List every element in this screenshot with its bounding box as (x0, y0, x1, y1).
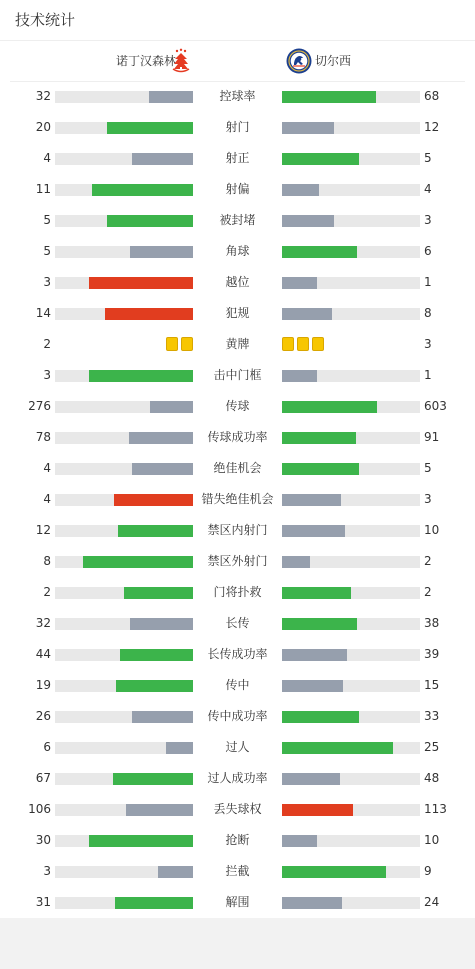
home-stat-value: 32 (35, 89, 51, 103)
stat-label: 绝佳机会 (213, 461, 262, 475)
nottingham-forest-crest-icon (172, 48, 190, 74)
away-stat-bar-fill (282, 556, 310, 568)
away-stat-value: 24 (424, 895, 440, 909)
stat-row (0, 826, 475, 857)
away-stat-bar-fill (282, 246, 357, 258)
away-stat-bar-track (282, 587, 420, 599)
home-stat-bar-fill (114, 494, 193, 506)
yellow-card-icon (282, 337, 294, 351)
away-stat-bar-fill (282, 184, 319, 196)
home-stat-bar-fill (105, 308, 193, 320)
home-stat-value: 78 (35, 430, 51, 444)
page-title: 技术统计 (15, 11, 76, 29)
home-stat-value: 19 (35, 678, 51, 692)
away-stat-bar-fill (282, 618, 357, 630)
home-stat-bar-track (55, 835, 193, 847)
away-stat-bar-track (282, 277, 420, 289)
home-stat-bar-fill (130, 246, 193, 258)
away-stat-bar-track (282, 804, 420, 816)
away-stat-bar-fill (282, 897, 342, 909)
away-stat-bar-track (282, 897, 420, 909)
stat-row (0, 454, 475, 485)
home-stat-value: 5 (43, 213, 51, 227)
home-stat-bar-fill (126, 804, 193, 816)
stat-label: 过人 (225, 740, 250, 754)
home-stat-value: 31 (35, 895, 51, 909)
away-stat-bar-track (282, 649, 420, 661)
home-stat-value: 14 (35, 306, 51, 320)
yellow-card-icon (297, 337, 309, 351)
away-stat-bar-track (282, 773, 420, 785)
stat-row (0, 578, 475, 609)
away-stat-value: 603 (424, 399, 447, 413)
home-stat-bar-fill (115, 897, 193, 909)
home-stat-value: 67 (35, 771, 51, 785)
home-stat-bar-track (55, 308, 193, 320)
away-stat-bar-track (282, 494, 420, 506)
stat-row (0, 516, 475, 547)
home-stat-bar-track (55, 215, 193, 227)
away-stat-bar-fill (282, 432, 356, 444)
stat-label: 犯规 (225, 306, 250, 320)
away-stat-bar-track (282, 122, 420, 134)
header (0, 0, 475, 41)
away-stat-value: 3 (424, 337, 432, 351)
home-stat-bar-track (55, 246, 193, 258)
home-stat-bar-fill (107, 122, 193, 134)
stats-list (0, 82, 475, 919)
stat-label: 击中门框 (213, 368, 262, 382)
home-stat-bar-fill (166, 742, 193, 754)
yellow-card-icon (181, 337, 193, 351)
home-stat-bar-track (55, 91, 193, 103)
away-stat-bar-track (282, 556, 420, 568)
home-stat-bar-fill (92, 184, 193, 196)
home-stat-bar-track (55, 618, 193, 630)
stat-label: 传中成功率 (207, 709, 268, 723)
away-stat-bar-fill (282, 277, 317, 289)
home-stat-bar-track (55, 866, 193, 878)
away-stat-bar-track (282, 680, 420, 692)
stat-label: 传中 (225, 678, 250, 692)
away-stat-value: 10 (424, 523, 440, 537)
home-stat-bar-track (55, 277, 193, 289)
away-stat-value: 15 (424, 678, 440, 692)
home-stat-bar-track (55, 804, 193, 816)
away-stat-bar-track (282, 835, 420, 847)
stat-row (0, 671, 475, 702)
home-stat-value: 11 (35, 182, 51, 196)
away-stat-bar-track (282, 866, 420, 878)
stat-label: 禁区内射门 (207, 523, 268, 537)
home-stat-bar-track (55, 122, 193, 134)
home-stat-value: 106 (28, 802, 51, 816)
stat-row (0, 299, 475, 330)
home-stat-bar-track (55, 401, 193, 413)
stat-row (0, 485, 475, 516)
stat-row (0, 764, 475, 795)
home-stat-bar-track (55, 432, 193, 444)
home-stat-bar-track (55, 773, 193, 785)
away-stat-value: 4 (424, 182, 432, 196)
stat-label: 门将扑救 (213, 585, 262, 599)
home-stat-value: 276 (28, 399, 51, 413)
away-stat-bar-fill (282, 742, 393, 754)
home-stat-bar-fill (132, 153, 193, 165)
away-team-name: 切尔西 (315, 54, 352, 68)
away-stat-value: 9 (424, 864, 432, 878)
stat-row (0, 175, 475, 206)
home-yellow-cards (166, 337, 193, 351)
away-stat-bar-fill (282, 773, 340, 785)
home-stat-bar-fill (158, 866, 193, 878)
away-stat-bar-track (282, 246, 420, 258)
away-stat-bar-track (282, 711, 420, 723)
home-stat-bar-track (55, 711, 193, 723)
stat-label: 长传 (225, 616, 250, 630)
home-stat-value: 12 (35, 523, 51, 537)
home-stat-bar-track (55, 742, 193, 754)
home-stat-bar-fill (130, 618, 193, 630)
stat-row (0, 82, 475, 113)
away-stat-value: 33 (424, 709, 440, 723)
home-stat-value: 44 (35, 647, 51, 661)
away-stat-bar-fill (282, 525, 345, 537)
yellow-card-icon (312, 337, 324, 351)
home-stat-bar-fill (149, 91, 193, 103)
home-stat-bar-fill (124, 587, 193, 599)
home-stat-bar-track (55, 153, 193, 165)
home-stat-value: 4 (43, 151, 51, 165)
home-stat-bar-fill (107, 215, 193, 227)
away-stat-bar-track (282, 525, 420, 537)
stat-row (0, 268, 475, 299)
chelsea-crest-icon (286, 48, 312, 74)
away-stat-bar-fill (282, 711, 359, 723)
away-stat-value: 2 (424, 554, 432, 568)
stat-label: 被封堵 (219, 213, 256, 227)
away-stat-value: 3 (424, 492, 432, 506)
stat-label: 射正 (225, 151, 250, 165)
teams-header (10, 41, 465, 82)
home-team-name: 诺丁汉森林 (115, 54, 176, 68)
away-stat-value: 5 (424, 461, 432, 475)
home-stat-value: 4 (43, 492, 51, 506)
away-stat-value: 12 (424, 120, 440, 134)
stat-label: 抢断 (225, 833, 250, 847)
away-stat-bar-track (282, 432, 420, 444)
away-stat-value: 3 (424, 213, 432, 227)
away-stat-bar-fill (282, 680, 343, 692)
away-stat-bar-fill (282, 122, 334, 134)
home-stat-bar-track (55, 587, 193, 599)
home-stat-bar-fill (113, 773, 193, 785)
yellow-card-icon (166, 337, 178, 351)
home-stat-bar-track (55, 463, 193, 475)
home-stat-bar-track (55, 370, 193, 382)
stat-row (0, 702, 475, 733)
stat-row (0, 423, 475, 454)
stat-row (0, 144, 475, 175)
away-stat-bar-track (282, 742, 420, 754)
away-stat-value: 91 (424, 430, 440, 444)
away-stat-value: 10 (424, 833, 440, 847)
stat-label: 越位 (225, 275, 250, 289)
stat-row (0, 392, 475, 423)
stat-label: 黄牌 (225, 337, 250, 351)
away-stat-bar-track (282, 308, 420, 320)
away-stat-bar-track (282, 401, 420, 413)
home-stat-bar-fill (116, 680, 193, 692)
stat-label: 拦截 (225, 864, 250, 878)
away-stat-bar-track (282, 91, 420, 103)
home-stat-bar-fill (89, 370, 193, 382)
stat-row (0, 361, 475, 392)
away-stat-value: 6 (424, 244, 432, 258)
home-stat-value: 8 (43, 554, 51, 568)
stat-label: 长传成功率 (207, 647, 268, 661)
away-stat-bar-fill (282, 463, 359, 475)
away-stat-bar-track (282, 184, 420, 196)
away-stat-bar-fill (282, 370, 317, 382)
home-stat-bar-fill (132, 711, 193, 723)
stat-row (0, 113, 475, 144)
away-stat-bar-fill (282, 153, 359, 165)
stat-row (0, 609, 475, 640)
away-stat-bar-fill (282, 866, 386, 878)
home-stat-value: 3 (43, 275, 51, 289)
away-stat-bar-track (282, 370, 420, 382)
away-stat-bar-track (282, 618, 420, 630)
stat-label: 传球成功率 (207, 430, 268, 444)
stat-row (0, 547, 475, 578)
stat-row (0, 733, 475, 764)
away-stat-bar-fill (282, 835, 317, 847)
stat-label: 错失绝佳机会 (201, 492, 274, 506)
away-stat-bar-fill (282, 215, 334, 227)
home-stat-bar-track (55, 494, 193, 506)
home-stat-bar-track (55, 556, 193, 568)
home-stat-value: 2 (43, 337, 51, 351)
stat-label: 过人成功率 (207, 771, 268, 785)
stat-row (0, 237, 475, 268)
home-stat-bar-fill (89, 835, 193, 847)
away-stat-bar-fill (282, 804, 353, 816)
away-yellow-cards (282, 337, 324, 351)
away-stat-bar-track (282, 463, 420, 475)
home-stat-value: 3 (43, 368, 51, 382)
home-stat-value: 26 (35, 709, 51, 723)
away-stat-value: 5 (424, 151, 432, 165)
home-stat-bar-fill (132, 463, 193, 475)
home-stat-value: 2 (43, 585, 51, 599)
stat-row (0, 640, 475, 671)
away-stat-bar-fill (282, 649, 347, 661)
away-stat-bar-fill (282, 587, 351, 599)
home-stat-bar-fill (129, 432, 193, 444)
stat-row (0, 795, 475, 826)
stat-row (0, 206, 475, 237)
away-stat-value: 8 (424, 306, 432, 320)
home-stat-bar-fill (150, 401, 193, 413)
away-stat-value: 2 (424, 585, 432, 599)
home-stat-value: 6 (43, 740, 51, 754)
away-stat-value: 68 (424, 89, 440, 103)
home-stat-bar-fill (118, 525, 193, 537)
home-stat-bar-track (55, 649, 193, 661)
stat-label: 丢失球权 (213, 802, 262, 816)
stat-label: 射门 (225, 120, 250, 134)
stat-label: 解围 (225, 895, 250, 909)
home-stat-value: 4 (43, 461, 51, 475)
away-stat-value: 1 (424, 275, 432, 289)
away-stat-bar-fill (282, 91, 376, 103)
stat-label: 传球 (225, 399, 250, 413)
home-stat-bar-track (55, 897, 193, 909)
stat-label: 射偏 (225, 182, 250, 196)
home-stat-bar-track (55, 184, 193, 196)
stat-label: 角球 (225, 244, 250, 258)
away-stat-bar-track (282, 153, 420, 165)
away-stat-bar-fill (282, 401, 377, 413)
away-stat-value: 1 (424, 368, 432, 382)
home-stat-value: 32 (35, 616, 51, 630)
home-stat-bar-track (55, 680, 193, 692)
away-stat-value: 113 (424, 802, 447, 816)
home-stat-value: 3 (43, 864, 51, 878)
away-stat-value: 48 (424, 771, 440, 785)
away-stat-value: 25 (424, 740, 440, 754)
home-stat-bar-fill (83, 556, 193, 568)
away-stat-value: 39 (424, 647, 440, 661)
away-stat-bar-fill (282, 494, 341, 506)
home-stat-value: 30 (35, 833, 51, 847)
stat-row (0, 888, 475, 919)
away-stat-bar-fill (282, 308, 332, 320)
home-stat-bar-fill (120, 649, 193, 661)
home-stat-value: 20 (35, 120, 51, 134)
home-stat-bar-track (55, 525, 193, 537)
away-stat-bar-track (282, 215, 420, 227)
stat-row (0, 857, 475, 888)
stat-label: 禁区外射门 (207, 554, 268, 568)
stat-label: 控球率 (219, 89, 256, 103)
stat-row (0, 330, 475, 361)
away-stat-value: 38 (424, 616, 440, 630)
home-stat-value: 5 (43, 244, 51, 258)
home-stat-bar-fill (89, 277, 193, 289)
